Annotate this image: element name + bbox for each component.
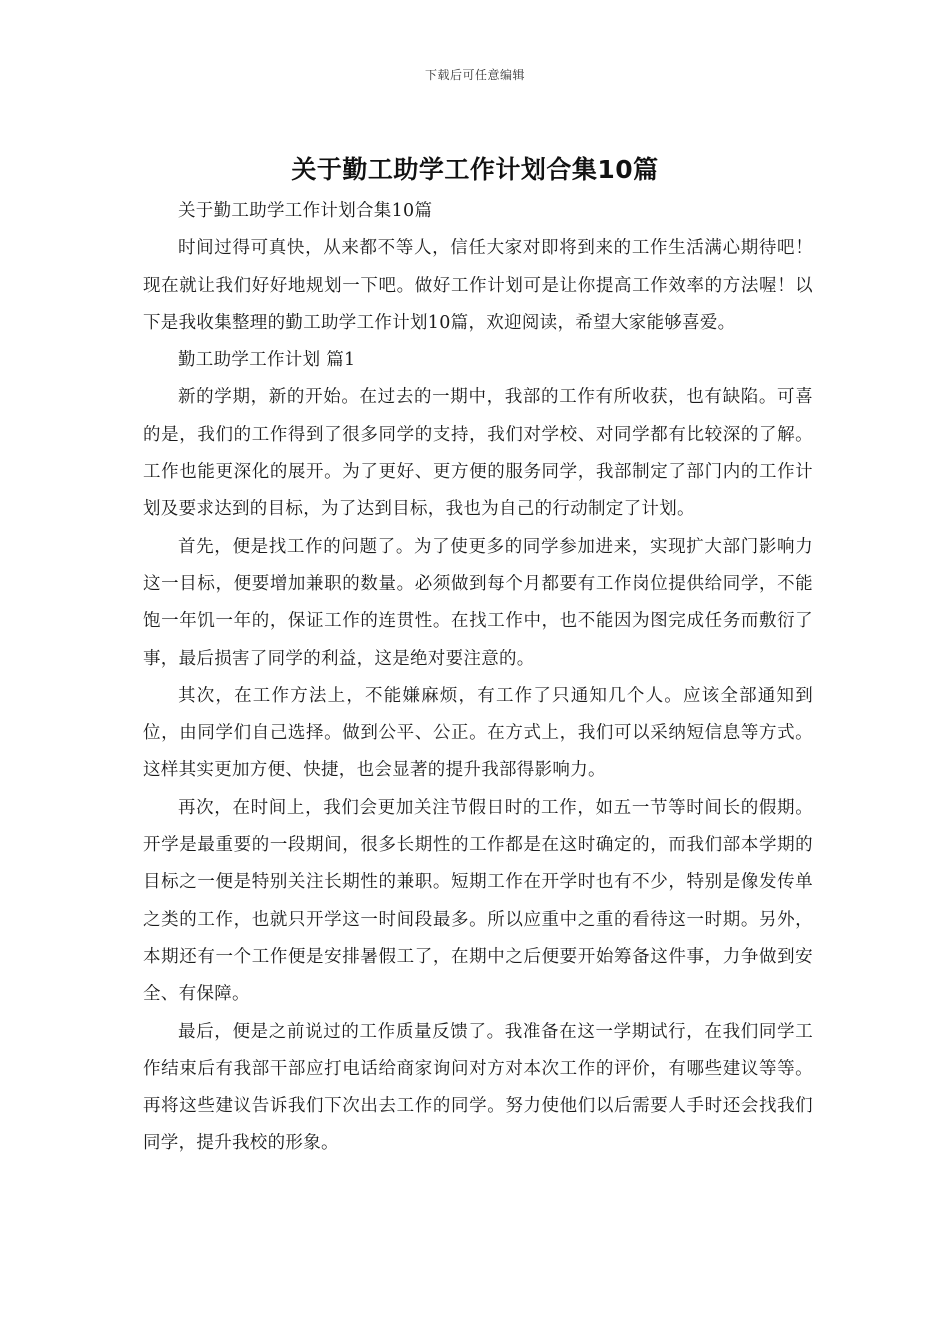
- document-subtitle: 关于勤工助学工作计划合集10篇: [178, 201, 433, 221]
- body-paragraph-3: 其次，在工作方法上，不能嫌麻烦，有工作了只通知几个人。应该全部通知到位，由同学们自己选择。做到公平、公正。在方式上，我们可以采纳短信息等方式。这样其实更加方便、快捷，也会显著的提升我部得影响力。: [143, 685, 813, 781]
- document-body: [143, 193, 813, 1163]
- body-paragraph-5: 最后，便是之前说过的工作质量反馈了。我准备在这一学期试行，在我们同学工作结束后有我部干部应打电话给商家询问对方对本次工作的评价，有哪些建议等等。再将这些建议告诉我们下次出去工作的同学。努力使他们以后需要人手时还会找我们同学，提升我校的形象。: [143, 1021, 813, 1154]
- intro-paragraph: 时间过得可真快，从来都不等人，信任大家对即将到来的工作生活满心期待吧！现在就让我们好好地规划一下吧。做好工作计划可是让你提高工作效率的方法喔！以下是我收集整理的勤工助学工作计划10篇，欢迎阅读，希望大家能够喜爱。: [143, 238, 813, 333]
- header-note: 下载后可任意编辑: [424, 68, 525, 82]
- body-paragraph-2: 首先，便是找工作的问题了。为了使更多的同学参加进来，实现扩大部门影响力这一目标，便要增加兼职的数量。必须做到每个月都要有工作岗位提供给同学，不能饱一年饥一年的，保证工作的连贯性。在找工作中，也不能因为图完成任务而敷衍了事，最后损害了同学的利益，这是绝对要注意的。: [143, 536, 813, 669]
- body-paragraph-4: 再次，在时间上，我们会更加关注节假日时的工作，如五一节等时间长的假期。开学是最重要的一段期间，很多长期性的工作都是在这时确定的，而我们部本学期的目标之一便是特别关注长期性的兼职。短期工作在开学时也有不少，特别是像发传单之类的工作，也就只开学这一时间段最多。所以应重中之重的看待这一时期。另外，本期还有一个工作便是安排暑假工了，在期中之后便要开始筹备这件事，力争做到安全、有保障。: [143, 797, 813, 1005]
- body-paragraph-1: 新的学期，新的开始。在过去的一期中，我部的工作有所收获，也有缺陷。可喜的是，我们的工作得到了很多同学的支持，我们对学校、对同学都有比较深的了解。工作也能更深化的展开。为了更好、更方便的服务同学，我部制定了部门内的工作计划及要求达到的目标，为了达到目标，我也为自己的行动制定了计划。: [143, 387, 813, 520]
- section-heading: 勤工助学工作计划 篇1: [178, 350, 356, 371]
- document-title: 关于勤工助学工作计划合集10篇: [291, 155, 659, 184]
